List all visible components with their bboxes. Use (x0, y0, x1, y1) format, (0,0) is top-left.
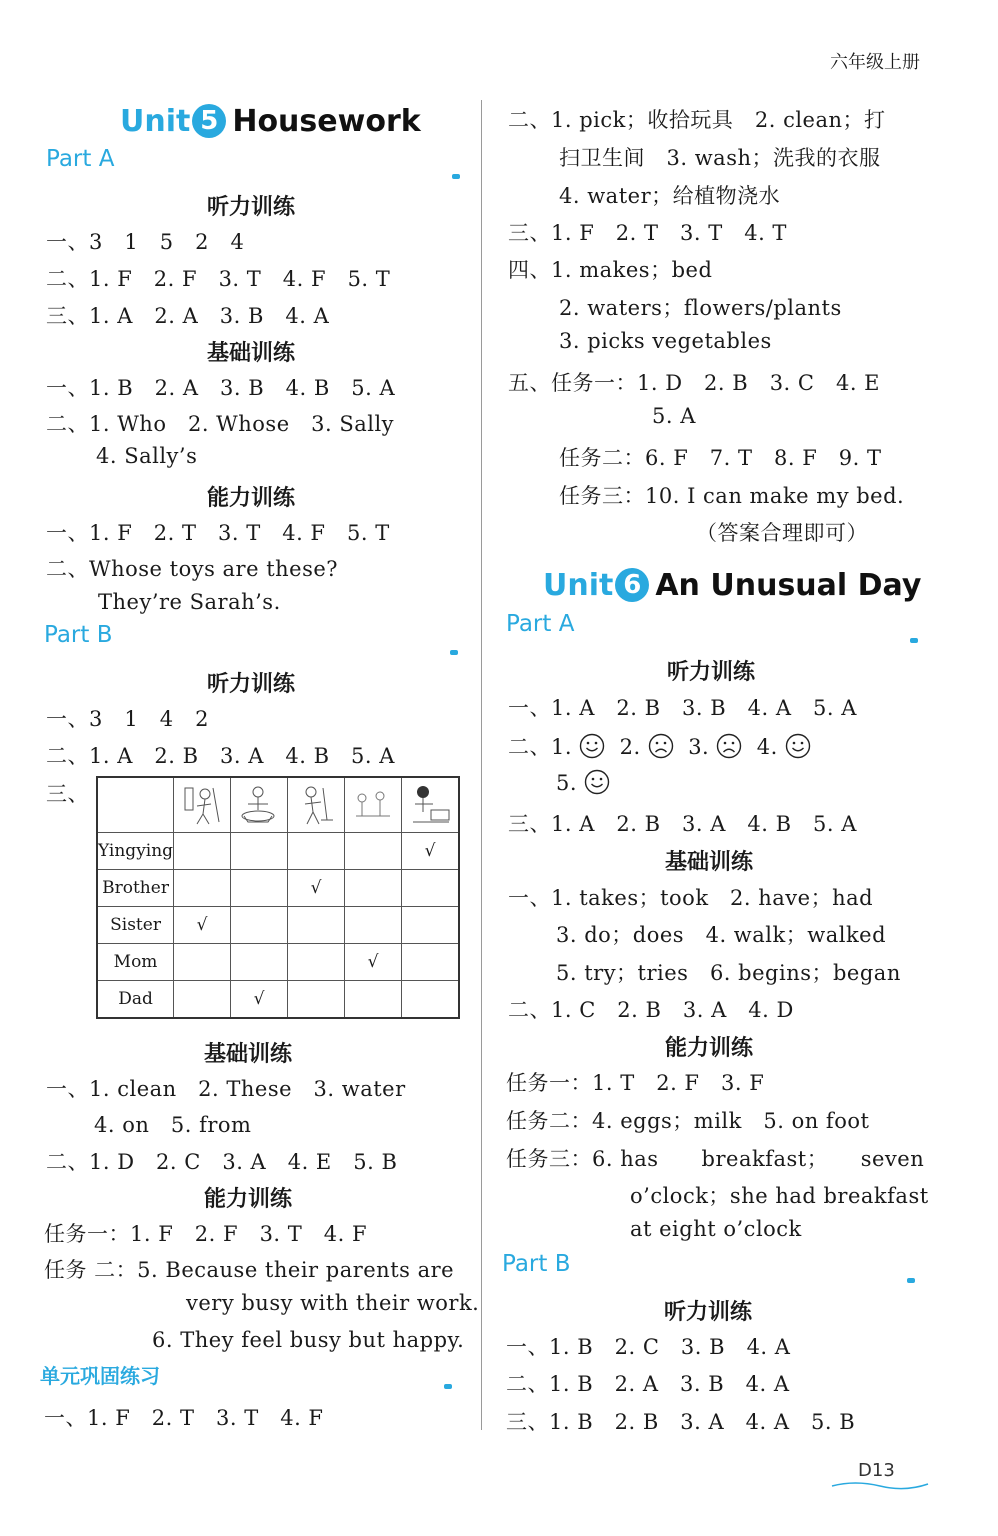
table-cell: √ (174, 907, 231, 944)
answer-line: 三、 (46, 782, 89, 806)
answer-line: 任务三：10. I can make my bed. (559, 484, 905, 508)
cleaning-room-picture-icon (179, 782, 225, 828)
answer-line: 扫卫生间 3. wash；洗我的衣服 (559, 146, 881, 170)
table-cell: √ (231, 981, 288, 1019)
listening-heading: 听力训练 (664, 1300, 753, 1325)
answer-line: 一、1. clean 2. These 3. water (46, 1077, 406, 1101)
faces-answer-line (556, 769, 610, 795)
answer-line: 四、1. makes；bed (508, 258, 713, 282)
table-cell (288, 981, 345, 1019)
unit-word: Unit (543, 568, 614, 603)
answer-line: 三、1. A 2. B 3. A 4. B 5. A (508, 812, 857, 836)
table-cell (174, 944, 231, 981)
grade-label: 六年级上册 (830, 52, 920, 73)
answer-line: 3. picks vegetables (559, 329, 772, 353)
part-b-label: Part B (44, 622, 113, 648)
answer-line: 二、1. Who 2. Whose 3. Sally (46, 412, 395, 436)
table-cell (345, 870, 402, 907)
unit-title-text: Housework (232, 104, 421, 139)
unit-number-badge: 6 (615, 568, 649, 602)
answer-line: 二、Whose toys are these? (46, 557, 339, 581)
table-cell (402, 981, 460, 1019)
listening-heading: 听力训练 (207, 672, 296, 697)
answer-line: 二、1. B 2. A 3. B 4. A (506, 1372, 790, 1396)
happy-face-icon (785, 733, 811, 759)
answer-line: 任务 二：5. Because their parents are (44, 1258, 455, 1282)
section-marker-icon (444, 1384, 452, 1389)
unit-number-badge: 5 (192, 104, 226, 138)
table-cell (231, 870, 288, 907)
unit-title-text: An Unusual Day (655, 568, 922, 603)
answer-line: 一、1. A 2. B 3. B 4. A 5. A (508, 696, 857, 720)
basic-heading: 基础训练 (207, 341, 296, 366)
listening-heading: 听力训练 (207, 195, 296, 220)
answer-line: 一、1. takes；took 2. have；had (508, 886, 874, 910)
answer-line: 3. do；does 4. walk；walked (556, 923, 887, 947)
section-marker-icon (450, 650, 458, 655)
answer-line: 二、1. F 2. F 3. T 4. F 5. T (46, 267, 391, 291)
answer-line: 4. on 5. from (94, 1113, 252, 1137)
answer-line: 三、1. B 2. B 3. A 4. A 5. B (506, 1410, 856, 1434)
sad-face-icon (716, 733, 742, 759)
table-row (97, 907, 459, 944)
happy-face-icon (584, 769, 610, 795)
answer-line: 5. try；tries 6. begins；began (556, 961, 901, 985)
sweeping-floor-picture-icon (293, 782, 339, 828)
table-cell (231, 907, 288, 944)
table-cell (345, 907, 402, 944)
answer-line: 任务二：4. eggs；milk 5. on foot (506, 1109, 870, 1133)
answer-line: 任务二：6. F 7. T 8. F 9. T (559, 446, 882, 470)
table-cell (231, 944, 288, 981)
answer-line: 2. waters；flowers/plants (559, 296, 842, 320)
faces-answer-line (508, 731, 811, 761)
table-row (97, 944, 459, 981)
row-name: Dad (97, 981, 174, 1019)
table-row (97, 870, 459, 907)
table-cell (288, 833, 345, 870)
face-label: 3. (688, 735, 710, 759)
table-cell (402, 907, 460, 944)
table-cell (345, 833, 402, 870)
face-label: 2. (619, 735, 641, 759)
unit-5-title (120, 104, 421, 139)
table-cell (231, 833, 288, 870)
face-label: 5. (556, 771, 578, 795)
part-a-label: Part A (46, 146, 115, 172)
answer-line: 一、1. F 2. T 3. T 4. F 5. T (46, 521, 390, 545)
answer-line: 三、1. F 2. T 3. T 4. T (508, 221, 787, 245)
answer-line: 二、1. C 2. B 3. A 4. D (508, 998, 794, 1022)
answer-line: very busy with their work. (186, 1291, 480, 1315)
table-cell (345, 981, 402, 1019)
unit-word: Unit (120, 104, 191, 139)
answer-line: 4. water；给植物浇水 (559, 184, 781, 208)
row-name: Sister (97, 907, 174, 944)
making-bed-picture-icon (407, 782, 453, 828)
housework-answer-table (96, 776, 460, 1019)
happy-face-icon (579, 733, 605, 759)
answer-line: 任务三：6. has breakfast； seven (506, 1147, 925, 1171)
picture-row (97, 777, 459, 833)
table-cell (402, 870, 460, 907)
answer-line: 二、1. D 2. C 3. A 4. E 5. B (46, 1150, 398, 1174)
answer-line: 任务一：1. F 2. F 3. T 4. F (44, 1222, 368, 1246)
face-label: 1. (551, 735, 573, 759)
section-marker-icon (910, 638, 918, 643)
answer-line: 一、3 1 5 2 4 (46, 230, 245, 254)
answer-line: 任务一：1. T 2. F 3. F (506, 1071, 765, 1095)
table-cell (174, 981, 231, 1019)
page-number: D13 (858, 1460, 895, 1481)
answer-line: 4. Sally’s (96, 444, 198, 468)
question-number: 二、 (508, 735, 551, 759)
ability-heading: 能力训练 (207, 486, 296, 511)
answer-line: （答案合理即可） (696, 521, 868, 545)
table-row (97, 833, 459, 870)
watering-flowers-picture-icon (350, 782, 396, 828)
table-cell: √ (402, 833, 460, 870)
ability-heading: 能力训练 (204, 1187, 293, 1212)
row-name: Mom (97, 944, 174, 981)
answer-line: 二、1. A 2. B 3. A 4. B 5. A (46, 744, 395, 768)
section-marker-icon (907, 1278, 915, 1283)
column-divider (481, 100, 482, 1430)
answer-line: 五、任务一：1. D 2. B 3. C 4. E (508, 371, 881, 395)
listening-heading: 听力训练 (667, 660, 756, 685)
face-label: 4. (756, 735, 778, 759)
basic-heading: 基础训练 (204, 1042, 293, 1067)
answer-line: 三、1. A 2. A 3. B 4. A (46, 304, 330, 328)
table-cell: √ (345, 944, 402, 981)
section-marker-icon (452, 174, 460, 179)
part-b-label: Part B (502, 1251, 571, 1277)
part-a-label: Part A (506, 611, 575, 637)
table-cell (174, 870, 231, 907)
table-cell (402, 944, 460, 981)
washing-dishes-picture-icon (236, 782, 282, 828)
answer-line: 一、1. B 2. C 3. B 4. A (506, 1335, 791, 1359)
table-row (97, 981, 459, 1019)
table-cell (174, 833, 231, 870)
answer-line: 一、1. B 2. A 3. B 4. B 5. A (46, 376, 396, 400)
answer-line: 一、1. F 2. T 3. T 4. F (44, 1406, 324, 1430)
answer-line: They’re Sarah’s. (98, 590, 281, 614)
answer-line: o’clock；she had breakfast (630, 1184, 929, 1208)
answer-line: 二、1. pick；收拾玩具 2. clean；打 (508, 108, 886, 132)
unit-review-label: 单元巩固练习 (40, 1364, 160, 1388)
page-number-underline-icon (830, 1478, 930, 1492)
ability-heading: 能力训练 (665, 1036, 754, 1061)
table-cell (288, 944, 345, 981)
table-cell (288, 907, 345, 944)
row-name: Brother (97, 870, 174, 907)
unit-6-title (543, 568, 921, 603)
row-name: Yingying (97, 833, 174, 870)
answer-line: 一、3 1 4 2 (46, 707, 209, 731)
answer-line: 6. They feel busy but happy. (152, 1328, 465, 1352)
basic-heading: 基础训练 (665, 850, 754, 875)
answer-line: 5. A (652, 404, 696, 428)
answer-line: at eight o’clock (630, 1217, 802, 1241)
table-cell: √ (288, 870, 345, 907)
sad-face-icon (648, 733, 674, 759)
